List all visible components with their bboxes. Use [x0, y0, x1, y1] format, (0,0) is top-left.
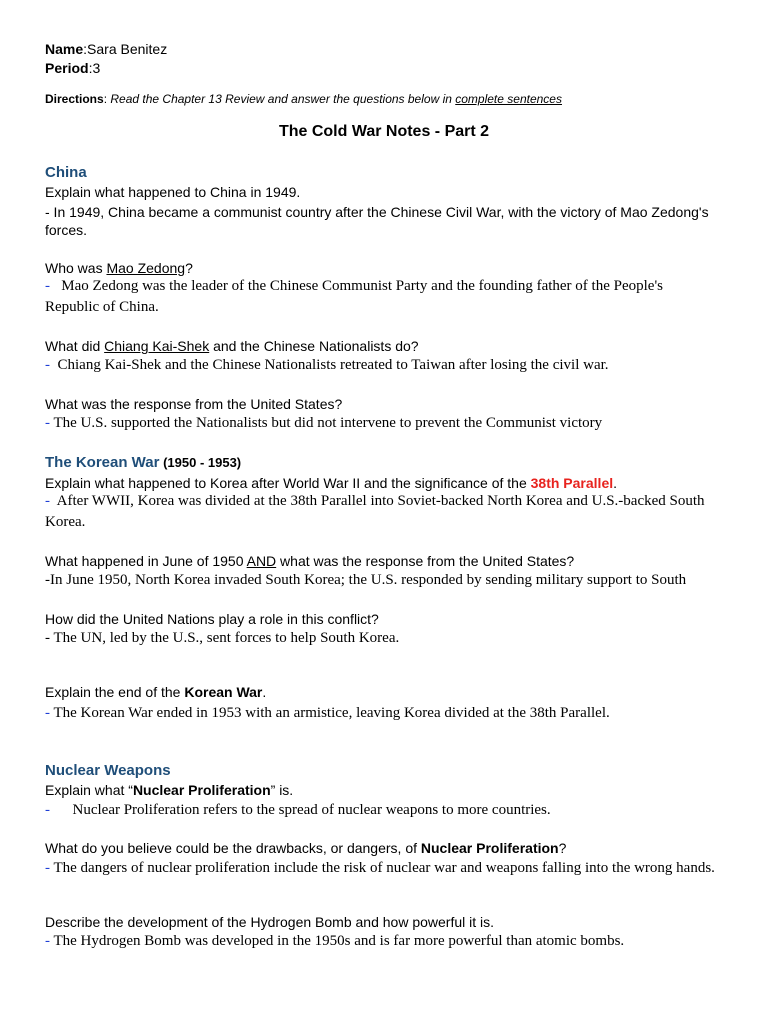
answer-text: The Korean War ended in 1953 with an armistice, leaving Korea divided at the 38th Parallel. [50, 705, 610, 721]
question-chiang [45, 338, 419, 354]
question-dangers [45, 840, 566, 856]
answer-dash: - [45, 802, 50, 818]
question-us-response: What was the response from the United States? [45, 396, 343, 412]
question-text: Explain what happened to Korea after World War II and the significance of the [45, 475, 531, 491]
question-un-role: How did the United Nations play a role in this conflict? [45, 611, 379, 627]
underlined-term: Mao Zedong [106, 260, 186, 276]
period-line [45, 60, 100, 76]
heading-text: The Korean War [45, 454, 160, 471]
question-war-end [45, 684, 266, 700]
answer-dash: - [45, 933, 50, 949]
answer-korea-postwar-line2: Korea. [45, 514, 86, 530]
answer-dangers [45, 860, 715, 877]
answer-text: Nuclear Proliferation refers to the spread of nuclear weapons to more countries. [50, 802, 551, 818]
answer-chiang [45, 357, 609, 374]
answer-mao-line2: Republic of China. [45, 299, 159, 315]
answer-text: After WWII, Korea was divided at the 38th Parallel into Soviet-backed North Korea and U.S.-backed South [50, 493, 705, 509]
question-june-1950 [45, 553, 574, 569]
question-mao [45, 260, 193, 276]
directions-text: Read the Chapter 13 Review and answer the questions below in [110, 92, 456, 106]
answer-dash: - [45, 415, 50, 431]
question-korea-postwar [45, 475, 617, 491]
question-text: ” is. [270, 782, 294, 798]
directions-underlined: complete sentences [455, 92, 562, 106]
question-text: and the Chinese Nationalists do? [209, 338, 419, 354]
directions-label: Directions [45, 92, 104, 106]
answer-un-role: - The UN, led by the U.S., sent forces to help South Korea. [45, 630, 400, 646]
bold-term: Nuclear Proliferation [420, 840, 559, 856]
answer-text: The U.S. supported the Nationalists but did not intervene to prevent the Communist victory [50, 415, 603, 431]
bold-term: Nuclear Proliferation [132, 782, 271, 798]
highlighted-term: 38th Parallel [530, 475, 614, 491]
directions-line [45, 92, 562, 106]
answer-dash: - [45, 705, 50, 721]
question-text: What do you believe could be the drawbacks, or dangers, of [45, 840, 421, 856]
section-heading-china: China [45, 164, 87, 181]
answer-text: Chiang Kai-Shek and the Chinese Nationalists retreated to Taiwan after losing the civil war. [50, 357, 609, 373]
answer-dash: - [45, 493, 50, 509]
answer-korea-postwar-line1 [45, 493, 705, 510]
question-text: ? [558, 840, 567, 856]
answer-hydrogen-bomb [45, 933, 624, 950]
answer-june-1950: -In June 1950, North Korea invaded South Korea; the U.S. responded by sending military support to South [45, 572, 687, 588]
name-label: Name [45, 41, 84, 57]
question-text: . [613, 475, 618, 491]
question-text: Explain what “ [45, 782, 133, 798]
question-text: ? [185, 260, 193, 276]
page-title: The Cold War Notes - Part 2 [278, 123, 490, 140]
underlined-term: AND [246, 553, 277, 569]
answer-war-end [45, 705, 610, 722]
question-proliferation [45, 782, 293, 798]
answer-proliferation [45, 802, 551, 819]
answer-text: Mao Zedong was the leader of the Chinese Communist Party and the founding father of the People's [50, 278, 663, 294]
question-hydrogen-bomb: Describe the development of the Hydrogen Bomb and how powerful it is. [45, 914, 495, 930]
period-label: Period [45, 60, 89, 76]
section-heading-korean-war [45, 454, 241, 471]
name-value: :Sara Benitez [83, 41, 168, 57]
underlined-term: Chiang Kai-Shek [104, 338, 210, 354]
heading-years: (1950 - 1953) [159, 455, 242, 470]
answer-mao-line1 [45, 278, 663, 295]
answer-china-1949-line2: forces. [45, 222, 88, 238]
question-text: What did [45, 338, 105, 354]
question-text: Explain the end of the [45, 684, 185, 700]
question-china-1949: Explain what happened to China in 1949. [45, 184, 301, 200]
bold-term: Korean War [184, 684, 263, 700]
section-heading-nuclear: Nuclear Weapons [45, 762, 171, 779]
answer-text: The Hydrogen Bomb was developed in the 1950s and is far more powerful than atomic bombs. [50, 933, 625, 949]
answer-text: The dangers of nuclear proliferation include the risk of nuclear war and weapons falling into the wrong hands. [50, 860, 715, 876]
answer-china-1949-line1: - In 1949, China became a communist country after the Chinese Civil War, with the victory of Mao Zedong's [45, 204, 709, 220]
period-value: :3 [88, 60, 101, 76]
answer-dash: - [45, 357, 50, 373]
question-text: What happened in June of 1950 [45, 553, 247, 569]
question-text: . [262, 684, 267, 700]
name-line [45, 41, 167, 57]
answer-dash: - [45, 278, 50, 294]
directions-sep: : [103, 92, 111, 106]
question-text: Who was [45, 260, 107, 276]
answer-dash: - [45, 860, 50, 876]
question-text: what was the response from the United States? [276, 553, 575, 569]
answer-us-response [45, 415, 602, 432]
